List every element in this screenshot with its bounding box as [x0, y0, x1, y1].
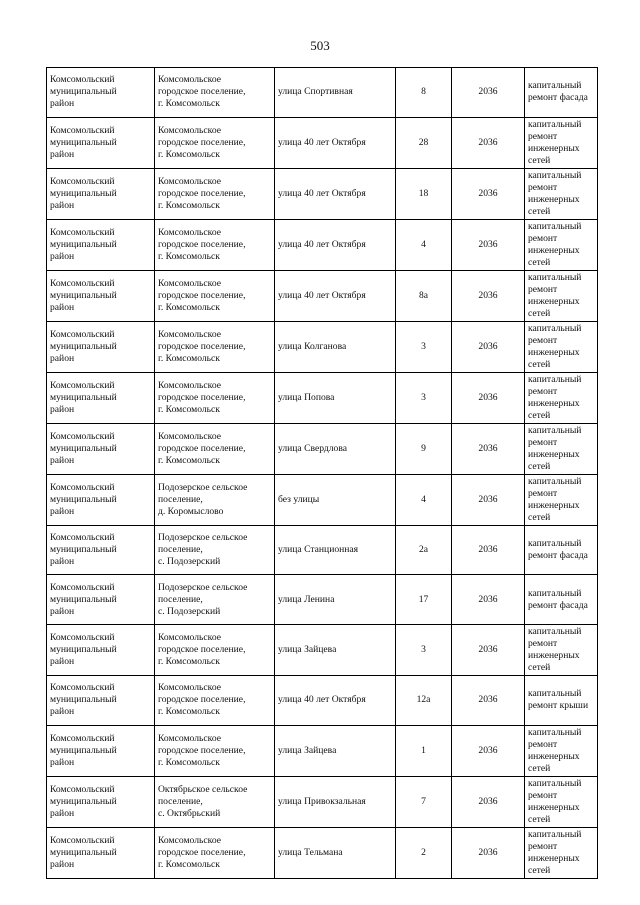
- table-row: [47, 372, 598, 423]
- street-cell: [275, 827, 396, 878]
- table-row: [47, 625, 598, 676]
- table-row: [47, 575, 598, 625]
- street-cell-text: улица 40 лет Октября: [278, 238, 366, 250]
- house-number-cell: [396, 676, 452, 726]
- street-cell: [275, 68, 396, 118]
- year-cell-text: 2036: [478, 391, 498, 403]
- district-cell-text: Комсомольский муниципальный район: [50, 328, 117, 364]
- table-row: [47, 219, 598, 270]
- street-cell: [275, 321, 396, 372]
- settlement-cell-text: Комсомольское городское поселение, г. Комсомольск: [158, 682, 246, 718]
- work-type-cell: [525, 372, 598, 423]
- district-cell: [47, 776, 155, 827]
- table-row: [47, 776, 598, 827]
- house-number-cell: [396, 525, 452, 575]
- table-row: [47, 168, 598, 219]
- district-cell: [47, 676, 155, 726]
- district-cell-text: Комсомольский муниципальный район: [50, 732, 117, 768]
- house-number-cell-text: 3: [421, 340, 426, 352]
- settlement-cell: [155, 625, 275, 676]
- district-cell: [47, 474, 155, 525]
- house-number-cell: [396, 117, 452, 168]
- work-type-cell: [525, 321, 598, 372]
- work-type-cell: [525, 525, 598, 575]
- street-cell: [275, 725, 396, 776]
- street-cell-text: улица 40 лет Октября: [278, 187, 366, 199]
- street-cell-text: улица 40 лет Октября: [278, 136, 366, 148]
- settlement-cell-text: Комсомольское городское поселение, г. Комсомольск: [158, 277, 246, 313]
- street-cell: [275, 474, 396, 525]
- street-cell: [275, 372, 396, 423]
- settlement-cell: [155, 474, 275, 525]
- settlement-cell: [155, 372, 275, 423]
- year-cell-text: 2036: [478, 238, 498, 250]
- year-cell: [452, 676, 525, 726]
- settlement-cell-text: Комсомольское городское поселение, г. Комсомольск: [158, 74, 246, 110]
- street-cell: [275, 168, 396, 219]
- district-cell: [47, 270, 155, 321]
- house-number-cell: [396, 168, 452, 219]
- work-type-cell-text: капитальный ремонт инженерных сетей: [528, 626, 582, 674]
- district-cell-text: Комсомольский муниципальный район: [50, 226, 117, 262]
- year-cell-text: 2036: [478, 442, 498, 454]
- year-cell: [452, 525, 525, 575]
- district-cell-text: Комсомольский муниципальный район: [50, 277, 117, 313]
- year-cell-text: 2036: [478, 544, 498, 556]
- settlement-cell: [155, 575, 275, 625]
- settlement-cell: [155, 725, 275, 776]
- house-number-cell-text: 8: [421, 86, 426, 98]
- house-number-cell: [396, 321, 452, 372]
- year-cell-text: 2036: [478, 289, 498, 301]
- work-type-cell-text: капитальный ремонт инженерных сетей: [528, 828, 582, 876]
- street-cell-text: улица Свердлова: [278, 442, 348, 454]
- work-type-cell-text: капитальный ремонт фасада: [528, 80, 588, 104]
- house-number-cell: [396, 776, 452, 827]
- settlement-cell-text: Комсомольское городское поселение, г. Комсомольск: [158, 226, 246, 262]
- settlement-cell: [155, 168, 275, 219]
- work-type-cell: [525, 575, 598, 625]
- table-row: [47, 676, 598, 726]
- house-number-cell-text: 2а: [418, 544, 429, 556]
- table-row: [47, 525, 598, 575]
- street-cell-text: улица Колганова: [278, 340, 347, 352]
- house-number-cell-text: 28: [418, 136, 429, 148]
- settlement-cell: [155, 827, 275, 878]
- house-number-cell-text: 12а: [416, 694, 431, 706]
- street-cell: [275, 776, 396, 827]
- settlement-cell-text: Подозерское сельское поселение, д. Коромыслово: [158, 481, 248, 517]
- settlement-cell-text: Подозерское сельское поселение, с. Подозерский: [158, 581, 248, 617]
- work-type-cell-text: капитальный ремонт крыши: [528, 688, 589, 712]
- district-cell-text: Комсомольский муниципальный район: [50, 834, 117, 870]
- settlement-cell: [155, 776, 275, 827]
- street-cell-text: улица Спортивная: [278, 86, 353, 98]
- district-cell: [47, 575, 155, 625]
- year-cell: [452, 575, 525, 625]
- house-number-cell: [396, 423, 452, 474]
- street-cell-text: улица Зайцева: [278, 744, 337, 756]
- district-cell-text: Комсомольский муниципальный район: [50, 532, 117, 568]
- street-cell: [275, 575, 396, 625]
- year-cell: [452, 827, 525, 878]
- district-cell-text: Комсомольский муниципальный район: [50, 783, 117, 819]
- street-cell: [275, 270, 396, 321]
- settlement-cell: [155, 219, 275, 270]
- year-cell-text: 2036: [478, 187, 498, 199]
- year-cell-text: 2036: [478, 136, 498, 148]
- district-cell-text: Комсомольский муниципальный район: [50, 581, 117, 617]
- work-type-cell-text: капитальный ремонт инженерных сетей: [528, 271, 582, 319]
- street-cell: [275, 117, 396, 168]
- work-type-cell: [525, 117, 598, 168]
- district-cell: [47, 423, 155, 474]
- table-row: [47, 725, 598, 776]
- work-type-cell-text: капитальный ремонт фасада: [528, 538, 588, 562]
- house-number-cell: [396, 625, 452, 676]
- work-type-cell-text: капитальный ремонт инженерных сетей: [528, 777, 582, 825]
- table-row: [47, 474, 598, 525]
- work-type-cell: [525, 776, 598, 827]
- house-number-cell-text: 7: [421, 795, 426, 807]
- year-cell-text: 2036: [478, 644, 498, 656]
- table-row: [47, 423, 598, 474]
- house-number-cell: [396, 68, 452, 118]
- work-type-cell-text: капитальный ремонт инженерных сетей: [528, 475, 582, 523]
- house-number-cell-text: 1: [421, 744, 426, 756]
- year-cell: [452, 270, 525, 321]
- house-number-cell: [396, 372, 452, 423]
- street-cell-text: улица Ленина: [278, 593, 335, 605]
- settlement-cell: [155, 321, 275, 372]
- district-cell: [47, 219, 155, 270]
- settlement-cell-text: Комсомольское городское поселение, г. Комсомольск: [158, 328, 246, 364]
- work-type-cell: [525, 474, 598, 525]
- house-number-cell-text: 9: [421, 442, 426, 454]
- settlement-cell-text: Комсомольское городское поселение, г. Комсомольск: [158, 430, 246, 466]
- district-cell-text: Комсомольский муниципальный район: [50, 430, 117, 466]
- street-cell: [275, 423, 396, 474]
- page-number: 503: [310, 38, 330, 53]
- settlement-cell-text: Комсомольское городское поселение, г. Комсомольск: [158, 834, 246, 870]
- settlement-cell-text: Комсомольское городское поселение, г. Комсомольск: [158, 175, 246, 211]
- year-cell: [452, 423, 525, 474]
- work-type-cell: [525, 219, 598, 270]
- house-number-cell-text: 2: [421, 846, 426, 858]
- house-number-cell-text: 17: [418, 593, 429, 605]
- work-type-cell: [525, 270, 598, 321]
- street-cell-text: улица 40 лет Октября: [278, 289, 366, 301]
- street-cell: [275, 676, 396, 726]
- district-cell: [47, 372, 155, 423]
- year-cell-text: 2036: [478, 744, 498, 756]
- work-type-cell-text: капитальный ремонт инженерных сетей: [528, 118, 582, 166]
- district-cell-text: Комсомольский муниципальный район: [50, 481, 117, 517]
- street-cell-text: улица Тельмана: [278, 846, 343, 858]
- year-cell-text: 2036: [478, 846, 498, 858]
- settlement-cell-text: Комсомольское городское поселение, г. Комсомольск: [158, 379, 246, 415]
- work-type-cell-text: капитальный ремонт инженерных сетей: [528, 322, 582, 370]
- settlement-cell: [155, 117, 275, 168]
- table-row: [47, 827, 598, 878]
- street-cell-text: улица Попова: [278, 391, 335, 403]
- district-cell-text: Комсомольский муниципальный район: [50, 175, 117, 211]
- district-cell-text: Комсомольский муниципальный район: [50, 74, 117, 110]
- year-cell: [452, 117, 525, 168]
- house-number-cell-text: 4: [421, 493, 426, 505]
- district-cell: [47, 827, 155, 878]
- settlement-cell: [155, 270, 275, 321]
- work-type-cell-text: капитальный ремонт инженерных сетей: [528, 726, 582, 774]
- street-cell: [275, 525, 396, 575]
- house-number-cell-text: 18: [418, 187, 429, 199]
- street-cell-text: улица Станционная: [278, 544, 359, 556]
- house-number-cell-text: 3: [421, 644, 426, 656]
- settlement-cell-text: Октябрьское сельское поселение, с. Октябрьский: [158, 783, 248, 819]
- house-number-cell-text: 3: [421, 391, 426, 403]
- year-cell: [452, 372, 525, 423]
- work-type-cell: [525, 168, 598, 219]
- year-cell-text: 2036: [478, 694, 498, 706]
- house-number-cell-text: 8а: [418, 289, 429, 301]
- district-cell: [47, 725, 155, 776]
- district-cell: [47, 525, 155, 575]
- year-cell: [452, 168, 525, 219]
- district-cell-text: Комсомольский муниципальный район: [50, 379, 117, 415]
- year-cell-text: 2036: [478, 340, 498, 352]
- district-cell-text: Комсомольский муниципальный район: [50, 682, 117, 718]
- year-cell: [452, 321, 525, 372]
- table-row: [47, 270, 598, 321]
- street-cell-text: без улицы: [278, 493, 320, 505]
- house-number-cell: [396, 827, 452, 878]
- settlement-cell: [155, 676, 275, 726]
- table-row: [47, 68, 598, 118]
- work-type-cell: [525, 68, 598, 118]
- settlement-cell: [155, 423, 275, 474]
- year-cell-text: 2036: [478, 593, 498, 605]
- district-cell: [47, 321, 155, 372]
- year-cell: [452, 776, 525, 827]
- street-cell: [275, 219, 396, 270]
- district-cell: [47, 625, 155, 676]
- district-cell: [47, 68, 155, 118]
- repair-schedule-table: [46, 67, 598, 879]
- district-cell: [47, 168, 155, 219]
- year-cell: [452, 474, 525, 525]
- year-cell: [452, 68, 525, 118]
- work-type-cell-text: капитальный ремонт инженерных сетей: [528, 169, 582, 217]
- work-type-cell-text: капитальный ремонт инженерных сетей: [528, 220, 582, 268]
- table-row: [47, 117, 598, 168]
- work-type-cell-text: капитальный ремонт инженерных сетей: [528, 424, 582, 472]
- table-body: [47, 68, 598, 879]
- work-type-cell-text: капитальный ремонт инженерных сетей: [528, 373, 582, 421]
- table-row: [47, 321, 598, 372]
- year-cell: [452, 625, 525, 676]
- year-cell: [452, 725, 525, 776]
- street-cell-text: улица Привокзальная: [278, 795, 366, 807]
- work-type-cell: [525, 827, 598, 878]
- settlement-cell-text: Комсомольское городское поселение, г. Комсомольск: [158, 124, 246, 160]
- year-cell-text: 2036: [478, 86, 498, 98]
- house-number-cell: [396, 219, 452, 270]
- work-type-cell: [525, 423, 598, 474]
- street-cell-text: улица 40 лет Октября: [278, 694, 366, 706]
- house-number-cell: [396, 725, 452, 776]
- settlement-cell-text: Комсомольское городское поселение, г. Комсомольск: [158, 732, 246, 768]
- work-type-cell: [525, 725, 598, 776]
- district-cell-text: Комсомольский муниципальный район: [50, 124, 117, 160]
- settlement-cell-text: Подозерское сельское поселение, с. Подозерский: [158, 532, 248, 568]
- year-cell: [452, 219, 525, 270]
- work-type-cell: [525, 625, 598, 676]
- year-cell-text: 2036: [478, 795, 498, 807]
- settlement-cell: [155, 525, 275, 575]
- work-type-cell-text: капитальный ремонт фасада: [528, 587, 588, 611]
- settlement-cell: [155, 68, 275, 118]
- house-number-cell-text: 4: [421, 238, 426, 250]
- street-cell-text: улица Зайцева: [278, 644, 337, 656]
- house-number-cell: [396, 575, 452, 625]
- district-cell: [47, 117, 155, 168]
- street-cell: [275, 625, 396, 676]
- work-type-cell: [525, 676, 598, 726]
- house-number-cell: [396, 270, 452, 321]
- district-cell-text: Комсомольский муниципальный район: [50, 632, 117, 668]
- year-cell-text: 2036: [478, 493, 498, 505]
- settlement-cell-text: Комсомольское городское поселение, г. Комсомольск: [158, 632, 246, 668]
- house-number-cell: [396, 474, 452, 525]
